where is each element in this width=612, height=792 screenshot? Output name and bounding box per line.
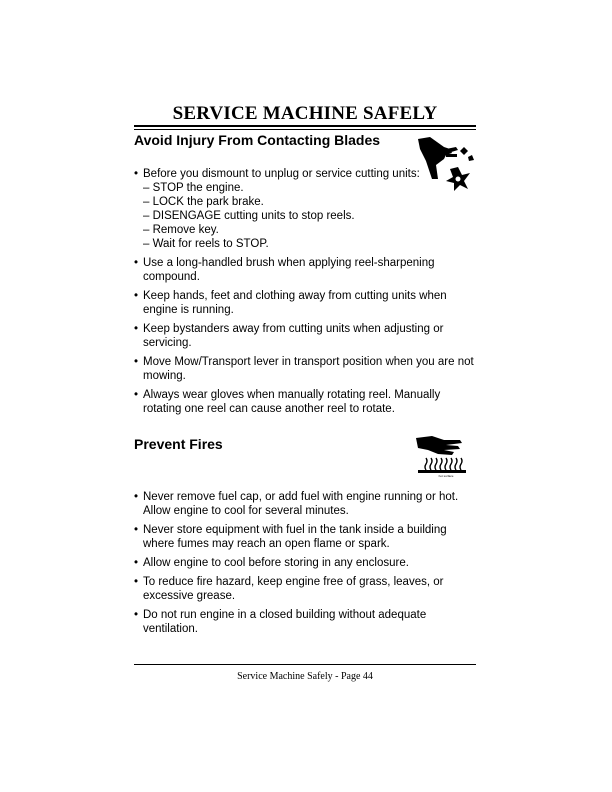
section-heading-fires: Prevent Fires	[134, 436, 223, 452]
sub-item: – STOP the engine.	[143, 182, 244, 194]
list-item: • Always wear gloves when manually rotating reel. Manually rotating one reel can cause another reel to rotate.	[134, 388, 474, 416]
footer-rule	[134, 664, 476, 665]
list-item: • Allow engine to cool before storing in any enclosure.	[134, 556, 476, 570]
sub-item: – Remove key.	[143, 224, 219, 236]
list-item: • Keep bystanders away from cutting units when adjusting or servicing.	[134, 322, 474, 350]
list-item: • To reduce fire hazard, keep engine free of grass, leaves, or excessive grease.	[134, 575, 476, 603]
blade-safety-list	[134, 167, 474, 421]
list-item: • Never remove fuel cap, or add fuel with engine running or hot. Allow engine to cool for several minutes.	[134, 490, 476, 518]
list-item: • Use a long-handled brush when applying reel-sharpening compound.	[134, 256, 474, 284]
list-item: • Before you dismount to unplug or service cutting units: – STOP the engine. – LOCK the park brake. – DISENGAGE cutting units to stop reels. – Remove key. – Wait for reels to STOP.	[134, 167, 474, 251]
page-footer: Service Machine Safely - Page 44	[237, 671, 373, 682]
list-item: • Never store equipment with fuel in the tank inside a building where fumes may reach an open flame or spark.	[134, 523, 476, 551]
hot-surface-caption: hot surface	[438, 474, 454, 478]
title-rule-thin	[134, 129, 476, 130]
page-title: SERVICE MACHINE SAFELY	[172, 103, 438, 124]
list-item: • Move Mow/Transport lever in transport position when you are not mowing.	[134, 355, 474, 383]
title-rule-thick	[134, 125, 476, 127]
hot-surface-icon	[414, 432, 478, 480]
section-heading-blades: Avoid Injury From Contacting Blades	[134, 132, 381, 148]
sub-item: – LOCK the park brake.	[143, 196, 264, 208]
sub-item: – Wait for reels to STOP.	[143, 238, 269, 250]
sub-item: – DISENGAGE cutting units to stop reels.	[143, 210, 355, 222]
fire-safety-list	[134, 490, 476, 641]
list-item: • Keep hands, feet and clothing away from cutting units when engine is running.	[134, 289, 474, 317]
list-item: • Do not run engine in a closed building without adequate ventilation.	[134, 608, 476, 636]
